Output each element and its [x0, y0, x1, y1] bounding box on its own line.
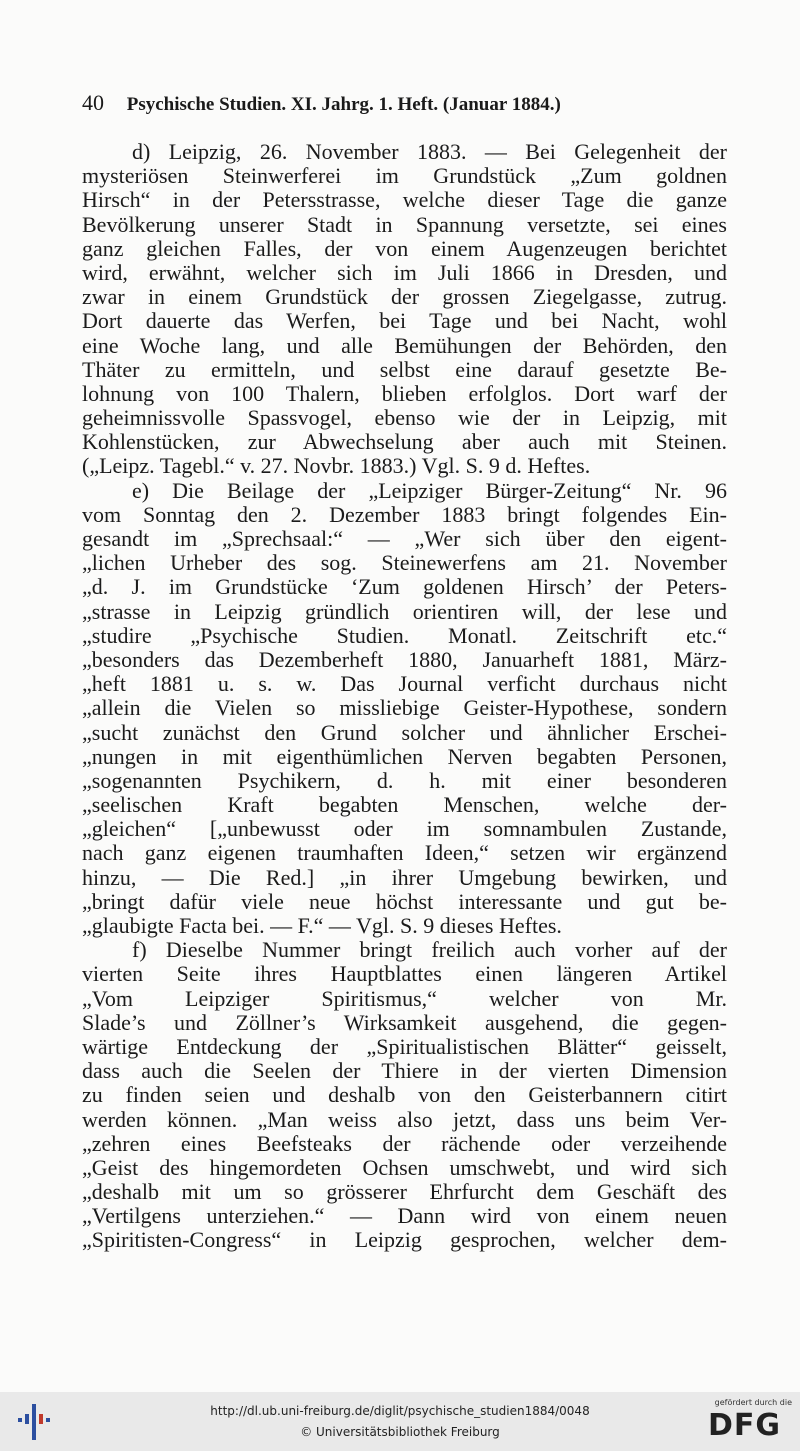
- copyright-notice: © Universitätsbibliothek Freiburg: [300, 1425, 500, 1439]
- page-number: 40: [82, 90, 104, 115]
- text-line: lohnung von 100 Thalern, blieben erfolglos. Dort warf der: [82, 380, 727, 406]
- text-line: „d. J. im Grundstücke ‘Zum goldenen Hirsch’ der Peters-: [82, 574, 727, 600]
- text-line: „gleichen“ [„unbewusst oder im somnambulen Zustande,: [82, 816, 727, 842]
- text-line: geheimnissvolle Spassvogel, ebenso wie der in Leipzig, mit: [82, 405, 727, 431]
- text-line: hinzu, — Die Red.] „in ihrer Umgebung bewirken, und: [82, 864, 727, 890]
- text-line: wärtige Entdeckung der „Spiritualistischen Blätter“ geisselt,: [82, 1033, 727, 1059]
- text-line: „Vertilgens unterziehen.“ — Dann wird von einem neuen: [82, 1203, 727, 1229]
- text-line: „heft 1881 u. s. w. Das Journal verficht durchaus nicht: [82, 671, 727, 697]
- text-line: dass auch die Seelen der Thiere in der vierten Dimension: [82, 1058, 727, 1084]
- body-text: [82, 140, 727, 1253]
- dfg-logo-icon: [706, 1398, 792, 1446]
- text-line: eine Woche lang, und alle Bemühungen der Behörden, den: [82, 332, 727, 358]
- running-title: Psychische Studien. XI. Jahrg. 1. Heft. (Januar 1884.): [126, 94, 561, 115]
- text-line: „Vom Leipziger Spiritismus,“ welcher von Mr.: [82, 985, 727, 1011]
- text-line: „strasse in Leipzig gründlich orientiren will, der lese und: [82, 598, 727, 624]
- text-line: („Leipz. Tagebl.“ v. 27. Novbr. 1883.) Vgl. S. 9 d. Heftes.: [82, 453, 591, 479]
- text-line: zwar in einem Grundstück der grossen Ziegelgasse, zutrug.: [82, 284, 727, 310]
- text-line: „sucht zunächst den Grund solcher und ähnlicher Erschei-: [82, 719, 727, 745]
- text-line: „seelischen Kraft begabten Menschen, welche der-: [82, 792, 727, 818]
- text-line: „zehren eines Beefsteaks der rächende oder verzeihende: [82, 1130, 727, 1156]
- text-line: „glaubigte Facta bei. — F.“ — Vgl. S. 9 dieses Heftes.: [82, 913, 562, 938]
- text-line: Dort dauerte das Werfen, bei Tage und bei Nacht, wohl: [82, 308, 727, 334]
- text-line: „allein die Vielen so missliebige Geister-Hypothese, sondern: [82, 695, 727, 721]
- text-line: werden können. „Man weiss also jetzt, dass uns beim Ver-: [82, 1106, 727, 1132]
- text-line: „sogenannten Psychikern, d. h. mit einer besonderen: [82, 767, 727, 793]
- text-line: Thäter zu ermitteln, und selbst eine darauf gesetzte Be-: [82, 356, 727, 382]
- text-line: Hirsch“ in der Petersstrasse, welche dieser Tage die ganze: [82, 187, 727, 213]
- text-line: zu finden seien und deshalb von den Geisterbannern citirt: [82, 1082, 727, 1108]
- text-line: „nungen in mit eigenthümlichen Nerven begabten Personen,: [82, 743, 727, 769]
- source-url[interactable]: http://dl.ub.uni-freiburg.de/diglit/psychische_studien1884/0048: [210, 1404, 590, 1418]
- text-line: nach ganz eigenen traumhaften Ideen,“ setzen wir ergänzend: [82, 840, 727, 866]
- text-line: „Geist des hingemordeten Ochsen umschwebt, und wird sich: [82, 1154, 727, 1180]
- text-line: „bringt dafür viele neue höchst interessante und gut be-: [82, 888, 727, 914]
- text-line: Kohlenstücken, zur Abwechselung aber auch mit Steinen.: [82, 429, 727, 455]
- funder-note: gefördert durch die: [714, 1398, 792, 1407]
- text-line: f) Dieselbe Nummer bringt freilich auch vorher auf der: [132, 937, 727, 963]
- text-line: „lichen Urheber des sog. Steinewerfens am 21. November: [82, 550, 727, 576]
- text-line: ganz gleichen Falles, der von einem Augenzeugen berichtet: [82, 235, 727, 261]
- text-line: Bevölkerung unserer Stadt in Spannung versetzte, sei eines: [82, 211, 727, 237]
- text-line: „besonders das Dezemberheft 1880, Januarheft 1881, März-: [82, 646, 727, 672]
- text-line: wird, erwähnt, welcher sich im Juli 1866 in Dresden, und: [82, 259, 727, 285]
- text-line: vom Sonntag den 2. Dezember 1883 bringt folgendes Ein-: [82, 501, 727, 527]
- text-line: Slade’s und Zöllner’s Wirksamkeit ausgehend, die gegen-: [82, 1009, 727, 1035]
- viewer-footer: [0, 1392, 800, 1451]
- text-line: „studire „Psychische Studien. Monatl. Zeitschrift etc.“: [82, 622, 727, 648]
- running-header: [82, 90, 730, 116]
- text-line: „deshalb mit um so grösserer Ehrfurcht dem Geschäft des: [82, 1179, 727, 1205]
- text-line: mysteriösen Steinwerferei im Grundstück „Zum goldnen: [82, 163, 727, 189]
- text-line: gesandt im „Sprechsaal:“ — „Wer sich über den eigent-: [82, 526, 727, 551]
- text-line: e) Die Beilage der „Leipziger Bürger-Zeitung“ Nr. 96: [132, 477, 727, 503]
- text-line: d) Leipzig, 26. November 1883. — Bei Gelegenheit der: [132, 139, 727, 164]
- text-line: vierten Seite ihres Hauptblattes einen längeren Artikel: [82, 961, 727, 987]
- funder-logo-text: DFG: [708, 1408, 782, 1443]
- text-line: „Spiritisten-Congress“ in Leipzig gesprochen, welcher dem-: [82, 1227, 727, 1253]
